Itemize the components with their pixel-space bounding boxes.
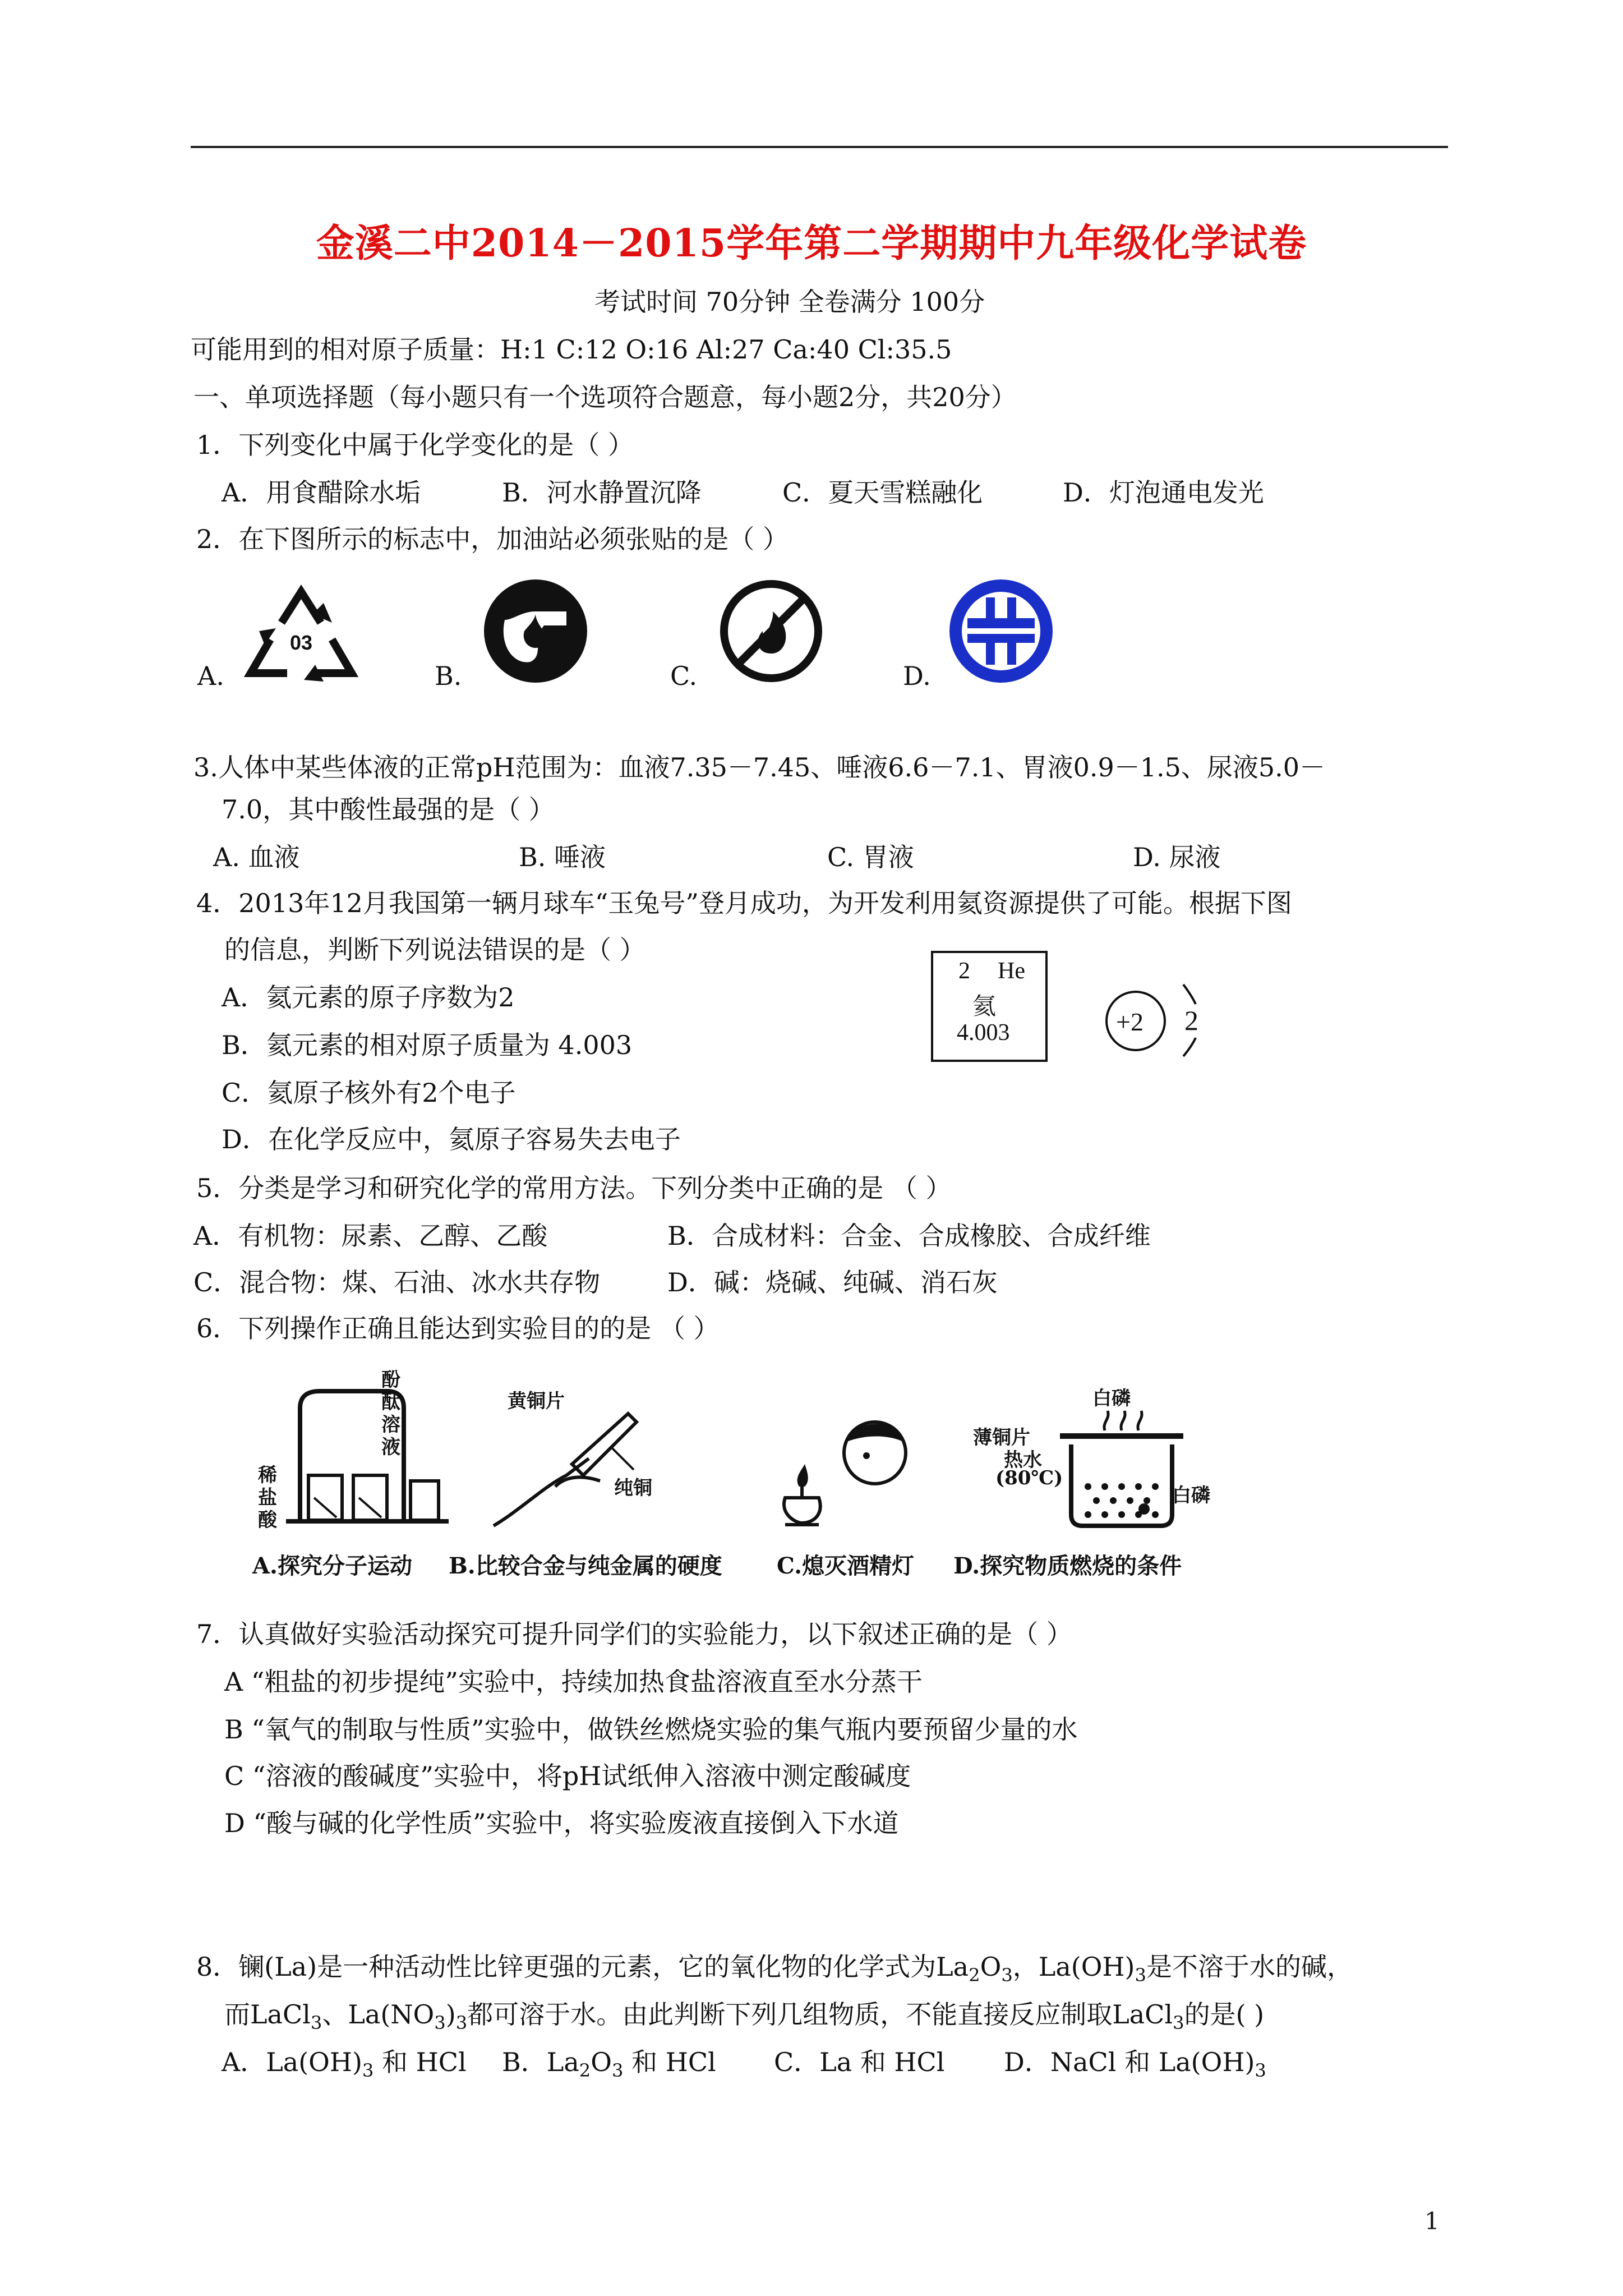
q2-stem: 2．在下图所示的标志中，加油站必须张贴的是（ ）: [196, 524, 789, 554]
header-rule: [191, 146, 1448, 148]
q8-line2: [224, 1999, 1264, 2039]
q4-option-c: C．氦原子核外有2个电子: [222, 1078, 516, 1108]
white-phosphorus-top-label: 白磷: [1092, 1387, 1131, 1410]
q2-label-d: D.: [903, 661, 931, 691]
q5-option-d: D．碱：烧碱、纯碱、消石灰: [667, 1267, 998, 1297]
phenolphthalein-label: 酚酞溶液: [381, 1369, 400, 1458]
q6-caption-b: B.比较合金与纯金属的硬度: [449, 1553, 722, 1579]
q6-caption-d: D.探究物质燃烧的条件: [953, 1553, 1182, 1579]
q8-line1: [196, 1951, 1353, 1991]
q3-option-b: B. 唾液: [519, 842, 606, 872]
water-saving-icon: [482, 578, 589, 684]
q4-option-b: B．氦元素的相对原子质量为 4.003: [222, 1030, 633, 1060]
atom-nucleus: +2: [1116, 1007, 1144, 1036]
q3-option-c: C. 胃液: [827, 842, 914, 872]
q5-option-a: A．有机物：尿素、乙醇、乙酸: [193, 1221, 548, 1251]
q8-option-b-sub-2: 3: [611, 2060, 624, 2082]
energy-saving-icon: [948, 578, 1054, 684]
q1-option-d: D．灯泡通电发光: [1063, 477, 1264, 508]
element-mass: 4.003: [957, 1020, 1010, 1046]
q8-line2-text-a: 而LaCl: [224, 1999, 311, 2030]
element-symbol: He: [998, 958, 1025, 984]
q5-option-b: B．合成材料：合金、合成橡胶、合成纤维: [667, 1221, 1151, 1251]
q1-option-b: B．河水静置沉降: [502, 477, 702, 508]
q8-option-a-tail: 和 HCl: [374, 2047, 467, 2077]
no-fire-icon: [718, 578, 824, 684]
q8-option-d-sub: 3: [1255, 2060, 1266, 2082]
thin-copper-label: 薄铜片: [973, 1427, 1030, 1449]
q6-caption-c: C.熄灭酒精灯: [777, 1553, 915, 1579]
q8-option-b-text: B．La: [502, 2047, 579, 2077]
q7-stem: 7．认真做好实验活动探究可提升同学们的实验能力，以下叙述正确的是（ ）: [196, 1619, 1072, 1649]
q8-option-c: C．La 和 HCl: [774, 2047, 945, 2077]
q8-line2-text-g: 都可溶于水。由此判断下列几组物质，不能直接反应制取LaCl: [467, 1999, 1173, 2030]
q2-label-c: C.: [670, 661, 698, 691]
section-heading: 一、单项选择题（每小题只有一个选项符合题意，每小题2分，共20分）: [193, 382, 1017, 412]
element-card: [931, 951, 1048, 1062]
q2-label-a: A.: [197, 661, 224, 691]
q8-line1-text-e: ，La(OH): [1012, 1952, 1135, 1982]
q8-option-a-sub: 3: [362, 2060, 374, 2082]
q7-option-b: B “氧气的制取与性质”实验中，做铁丝燃烧实验的集气瓶内要预留少量的水: [224, 1714, 1078, 1745]
alcohol-lamp-apparatus: [763, 1402, 920, 1531]
recycle-icon: [242, 583, 360, 690]
page-number: 1: [1424, 2207, 1440, 2235]
element-number: 2: [958, 958, 970, 984]
q8-line2-text-e: ): [445, 1999, 456, 2030]
q6-stem: 6．下列操作正确且能达到实验目的的是 （ ）: [196, 1313, 720, 1343]
q8-line2-sub-4: 3: [1173, 2012, 1184, 2034]
q8-option-d: [1004, 2046, 1266, 2086]
q3-stem-line1: 3.人体中某些体液的正常pH范围为：血液7.35－7.45、唾液6.6－7.1、胃液0.9－1.5、尿液5.0－: [193, 752, 1326, 783]
q8-option-a: [222, 2046, 467, 2086]
q4-stem-line2: 的信息，判断下列说法错误的是（ ）: [224, 935, 645, 965]
q7-option-a: A “粗盐的初步提纯”实验中，持续加热食盐溶液直至水分蒸干: [224, 1667, 923, 1697]
temperature-label: (80℃): [995, 1467, 1063, 1489]
q8-line2-sub-3: 3: [455, 2012, 468, 2034]
exam-title: 金溪二中2014－2015学年第二学期期中九年级化学试卷: [316, 221, 1307, 266]
q8-option-a-text: A．La(OH): [222, 2047, 362, 2077]
q7-option-c: C “溶液的酸碱度”实验中，将pH试纸伸入溶液中测定酸碱度: [224, 1761, 911, 1791]
q3-stem-line2: 7.0，其中酸性最强的是（ ）: [222, 794, 555, 825]
q8-option-b-tail: 和 HCl: [623, 2047, 716, 2077]
q4-stem-line1: 4．2013年12月我国第一辆月球车“玉兔号”登月成功，为开发利用氦资源提供了可能。根据下图: [196, 888, 1292, 918]
q1-option-c: C．夏天雪糕融化: [782, 477, 983, 508]
atomic-masses: 可能用到的相对原子质量：H:1 C:12 O:16 Al:27 Ca:40 Cl:35.5: [191, 334, 952, 365]
pure-copper-label: 纯铜: [614, 1477, 652, 1499]
q7-option-d: D “酸与碱的化学性质”实验中，将实验废液直接倒入下水道: [224, 1808, 899, 1838]
q8-line2-text-c: 、La(NO: [322, 1999, 435, 2030]
q4-option-d: D．在化学反应中，氦原子容易失去电子: [222, 1124, 681, 1154]
q8-line1-sub-2: 3: [1001, 1964, 1013, 1986]
exam-info: 考试时间 70分钟 全卷满分 100分: [594, 287, 985, 317]
atom-shell-electrons: 2: [1184, 1005, 1198, 1036]
q8-option-b: [502, 2046, 716, 2086]
q8-line1-sub-1: 2: [969, 1964, 980, 1986]
q8-line2-text-i: 的是( ): [1184, 1999, 1265, 2030]
q8-line1-text-a: 8．镧(La)是一种活动性比锌更强的元素，它的氧化物的化学式为La: [196, 1952, 969, 1982]
q8-line1-text-c: O: [980, 1952, 1002, 1982]
dilute-acid-label: 稀盐酸: [258, 1464, 277, 1531]
white-phosphorus-bottom-label: 白磷: [1172, 1484, 1210, 1507]
hot-water-label: 热水: [1004, 1449, 1042, 1471]
q2-label-b: B.: [435, 661, 462, 691]
q3-option-d: D. 尿液: [1133, 842, 1221, 872]
q5-stem: 5．分类是学习和研究化学的常用方法。下列分类中正确的是 （ ）: [196, 1173, 952, 1203]
recycle-code: 03: [289, 631, 313, 654]
q6-caption-a: A.探究分子运动: [252, 1553, 412, 1579]
q8-line2-sub-2: 3: [434, 2012, 446, 2034]
q8-option-b-sub-1: 2: [579, 2060, 591, 2082]
q1-stem: 1．下列变化中属于化学变化的是（ ）: [196, 430, 634, 460]
q8-line2-sub-1: 3: [310, 2012, 322, 2034]
q5-option-c: C．混合物：煤、石油、冰水共存物: [193, 1267, 601, 1297]
q3-option-a: A. 血液: [213, 842, 300, 872]
q8-option-d-text: D．NaCl 和 La(OH): [1004, 2047, 1255, 2077]
element-name: 氦: [972, 994, 997, 1020]
q8-line1-text-g: 是不溶于水的碱，: [1146, 1952, 1353, 1982]
combustion-apparatus: [1049, 1402, 1223, 1537]
brass-label: 黄铜片: [508, 1390, 565, 1412]
q4-option-a: A．氦元素的原子序数为2: [222, 982, 515, 1013]
q8-line1-sub-3: 3: [1135, 1964, 1146, 1986]
q8-option-b-o: O: [591, 2047, 612, 2077]
q1-option-a: A．用食醋除水垢: [222, 477, 421, 508]
